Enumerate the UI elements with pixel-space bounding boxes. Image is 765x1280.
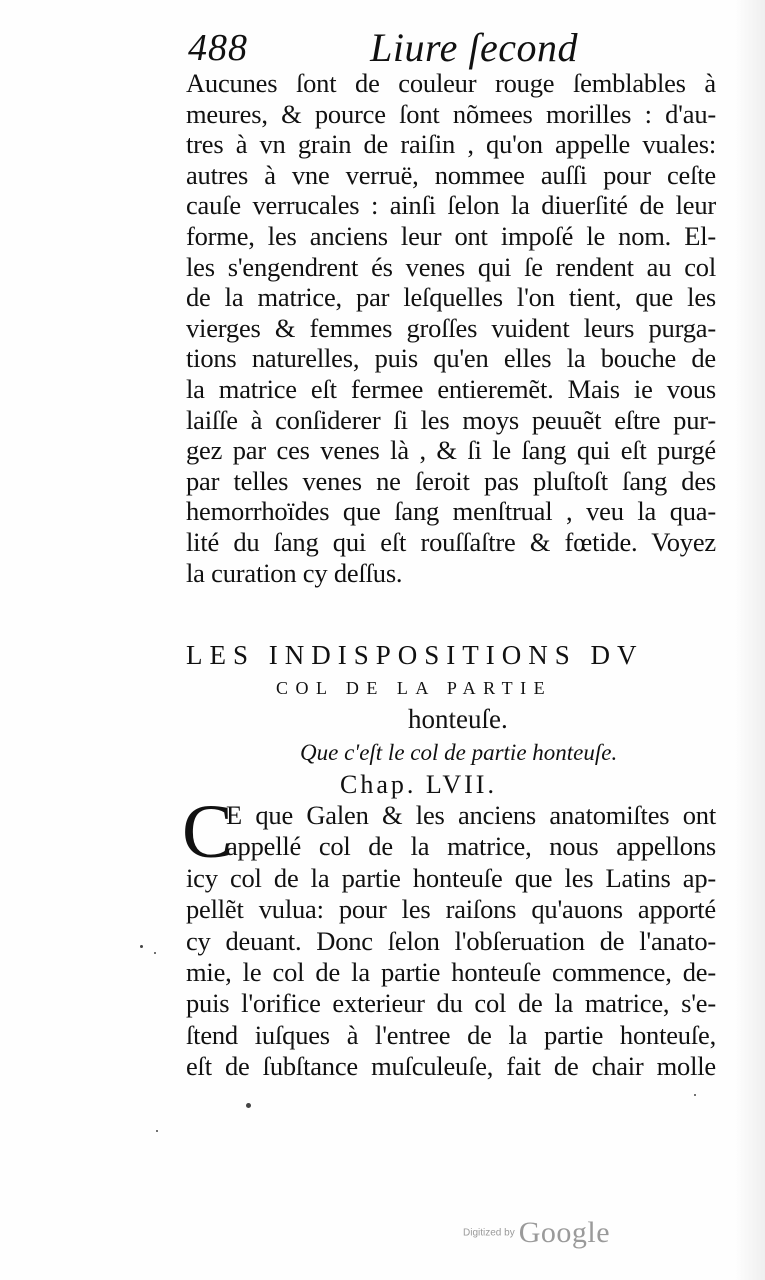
text-line: cauſe verrucales : ainſi ſelon la diuerſité de leur — [186, 190, 716, 221]
text-line: la matrice eſt fermee entieremẽt. Mais ie vous — [186, 373, 716, 404]
heading-line-1: LES INDISPOSITIONS DV — [186, 640, 644, 670]
text-line: forme, les anciens leur ont impoſé le nom. El- — [186, 220, 716, 251]
text-line: hemorrhoïdes que ſang menſtrual , veu la qua- — [186, 496, 716, 527]
scan-edge-shadow — [735, 0, 765, 1280]
text-line: autres à vne verruë, nommee auſſi pour ceſte — [186, 159, 716, 190]
ink-speck — [156, 1130, 158, 1132]
text-line: mie, le col de la partie honteuſe commence, de- — [186, 956, 716, 987]
page-number: 488 — [188, 27, 248, 69]
watermark-logo-text: Google — [518, 1216, 611, 1249]
text-line: E que Galen & les anciens anatomiſtes ont — [226, 800, 716, 830]
text-line: appellé col de la matrice, nous appellons — [226, 831, 716, 862]
text-line: tions naturelles, puis qu'en elles la bouche de — [186, 343, 716, 374]
section-heading — [186, 636, 716, 800]
ink-speck — [140, 945, 143, 948]
digitization-watermark — [463, 1216, 610, 1256]
running-title: Liure ſecond — [370, 25, 578, 70]
text-line: pellẽt vulua: pour les raiſons qu'auons apporté — [186, 894, 716, 925]
text-line: lité du ſang qui eſt rouſſaſtre & fœtide. Voyez — [186, 526, 716, 557]
text-line: laiſſe à conſiderer ſi les moys peuuẽt eſtre pur- — [186, 404, 716, 435]
text-line: eſt de ſubſtance muſculeuſe, fait de chair molle — [186, 1051, 716, 1082]
ink-speck — [154, 952, 156, 954]
text-line: vierges & femmes groſſes vuident leurs purga- — [186, 312, 716, 343]
ink-speck — [246, 1103, 251, 1108]
text-line: cy deuant. Donc ſelon l'obſeruation de l'anato- — [186, 925, 716, 956]
text-line: gez par ces venes là , & ſi le ſang qui eſt purgé — [186, 435, 716, 466]
running-head — [188, 20, 588, 70]
text-line: la curation cy deſſus. — [186, 557, 403, 588]
chapter-paragraph — [182, 790, 716, 1083]
chapter-subtitle: Que c'eſt le col de partie honteuſe. — [300, 740, 618, 765]
text-line: icy col de la partie honteuſe que les Latins ap- — [186, 862, 716, 893]
text-line: ſtend iuſques à l'entree de la partie honteuſe, — [186, 1019, 716, 1050]
text-line: par telles venes ne ſeroit pas pluſtoſt ſang des — [186, 465, 716, 496]
text-line: les s'engendrent és venes qui ſe rendent au col — [186, 251, 716, 282]
chapter-number: Chap. LVII. — [340, 770, 497, 799]
ink-speck — [694, 1094, 696, 1096]
text-line: meures, & pource ſont nõmees morilles : d'au- — [186, 98, 716, 129]
text-line: tres à vn grain de raiſin , qu'on appelle vuales: — [186, 129, 716, 160]
text-line: puis l'orifice exterieur du col de la matrice, s'e- — [186, 988, 716, 1019]
heading-line-3: honteuſe. — [408, 704, 508, 734]
text-line: de la matrice, par leſquelles l'on tient, que les — [186, 282, 716, 313]
paragraph-continued — [186, 68, 716, 588]
text-line: Aucunes ſont de couleur rouge ſemblables à — [186, 68, 716, 98]
watermark-small-text: Digitized by — [463, 1227, 515, 1239]
heading-line-2: COL DE LA PARTIE — [276, 678, 553, 698]
drop-capital: C — [182, 790, 233, 874]
